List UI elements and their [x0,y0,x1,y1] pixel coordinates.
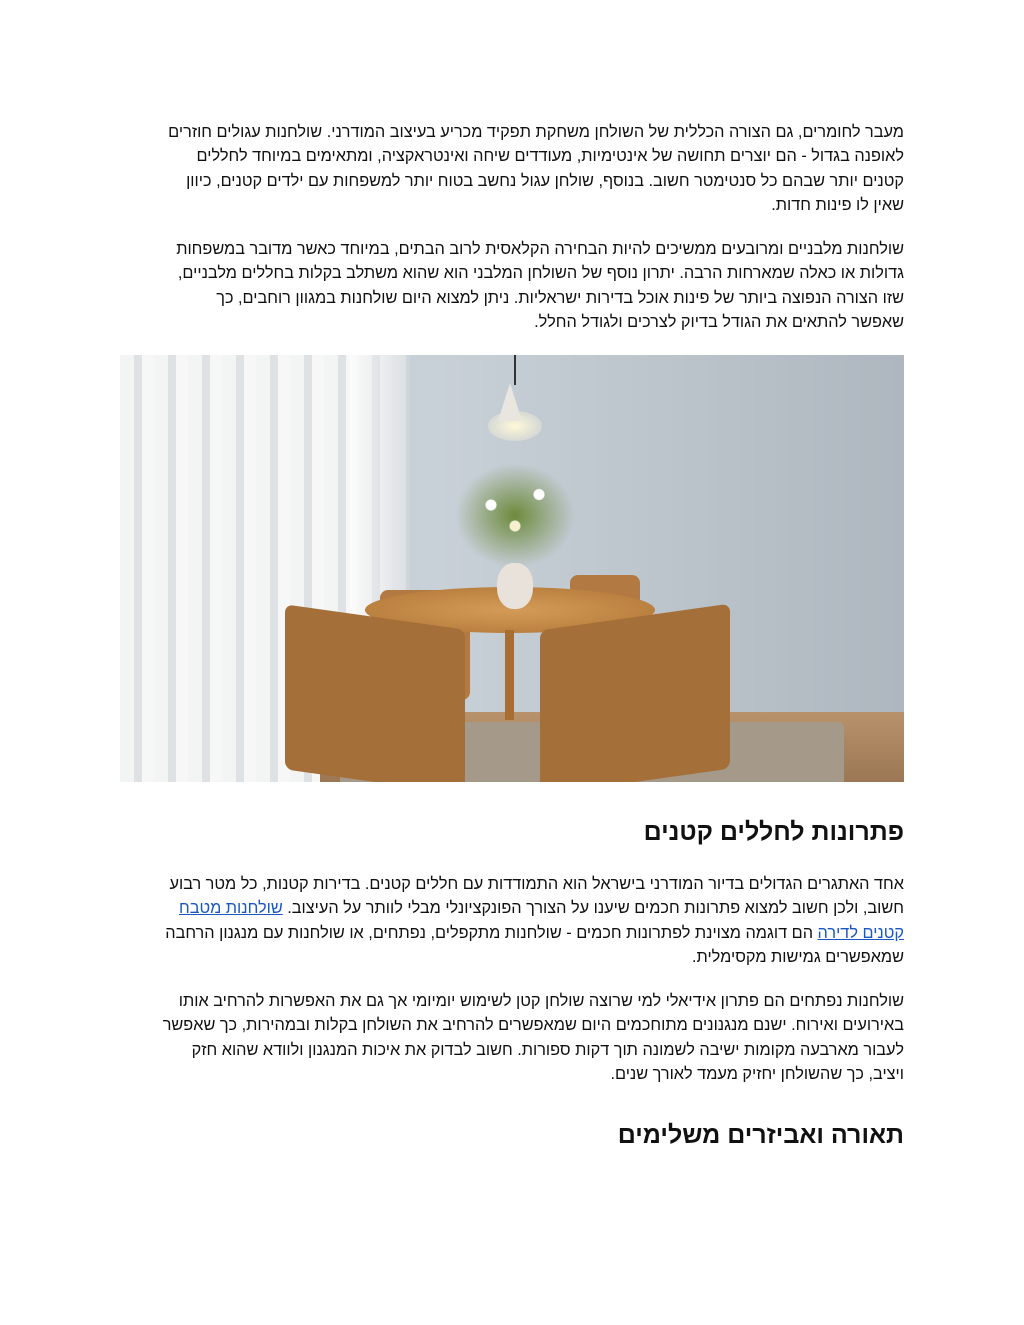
text-line: קטנים יותר שבהם כל סנטימטר חשוב. בנוסף, שולחן עגול נחשב בטוח יותר למשפחות עם ילדים קטנים, כיוון [186,171,904,190]
paragraph-round-tables [120,120,904,218]
chair [540,604,730,782]
text-line: לעבור מארבעה מקומות ישיבה לשמונה תוך דקות ספורות. חשוב לבדוק את איכות המנגנון ולוודא שהוא חזק [191,1040,904,1059]
section-heading-small-spaces: פתרונות לחללים קטנים [643,818,904,846]
text-line: אחד האתגרים הגדולים בדיור המודרני בישראל הוא התמודדות עם חללים קטנים. בדירות קטנות, כל מטר רבוע [169,875,904,893]
text-line: שאין לו פינות חדות. [771,196,904,215]
text-line: שולחנות מלבניים ומרובעים ממשיכים להיות הבחירה הקלאסית לרוב הבתים, במיוחד כאשר מדובר במשפחות [176,240,904,258]
text-line: ויציב, כך שהשולחן יחזיק מעמד לאורך שנים. [610,1065,904,1084]
paragraph-rectangular-tables [120,237,904,335]
chair [285,604,465,782]
text-segment: הם דוגמה מצוינת לפתרונות חכמים - שולחנות מתקפלים, נפתחים, או שולחנות עם מנגנון הרחבה [165,923,818,942]
text-line: מעבר לחומרים, גם הצורה הכללית של השולחן משחקת תפקיד מכריע בעיצוב המודרני. שולחנות עגולים חוזרים [168,123,904,141]
text-line [120,896,904,920]
table-leg [505,630,514,720]
flowers [455,463,575,568]
paragraph-small-spaces [120,872,904,970]
text-line [120,921,904,945]
section-heading-lighting: תאורה ואביזרים משלימים [617,1121,904,1149]
kitchen-tables-link-continued[interactable]: קטנים לדירה [817,923,904,942]
lamp-cord [514,355,516,385]
text-segment: חשוב, ולכן חשוב למצוא פתרונות חכמים שיענו על הצורך הפונקציונלי מבלי לוותר על העיצוב. [282,899,904,918]
kitchen-tables-link[interactable]: שולחנות מטבח [178,899,283,918]
dining-room-photo [120,355,904,782]
text-line: באירועים ואירוח. ישנם מנגנונים מתוחכמים היום שמאפשרים להרחיב את השולחן בקלות ובמהירות, כך שאפשר [162,1016,904,1035]
text-line: שזו הצורה הנפוצה ביותר של פינות אוכל בדירות ישראליות. ניתן למצוא היום שולחנות במגוון רוחבים, כך [216,288,904,307]
text-line: שאפשר להתאים את הגודל בדיוק לצרכים ולגודל החלל. [534,313,904,332]
paragraph-extendable-tables [120,989,904,1087]
pendant-lamp [498,383,522,421]
text-line: לאופנה בגדול - הם יוצרים תחושה של אינטימיות, מעודדים שיחה ואינטראקציה, ומתאימים במיוחד לחללים [196,147,904,166]
text-line: שולחנות נפתחים הם פתרון אידיאלי למי שרוצה שולחן קטן לשימוש יומיומי אך גם את האפשרות להרחיב אותו [178,992,904,1010]
text-line: גדולות או כאלה שמארחות הרבה. יתרון נוסף של השולחן המלבני הוא שהוא משתלב בקלות בחללים מלבניים, [177,264,904,283]
vase [497,563,533,609]
text-line: שמאפשרים גמישות מקסימלית. [692,948,904,967]
